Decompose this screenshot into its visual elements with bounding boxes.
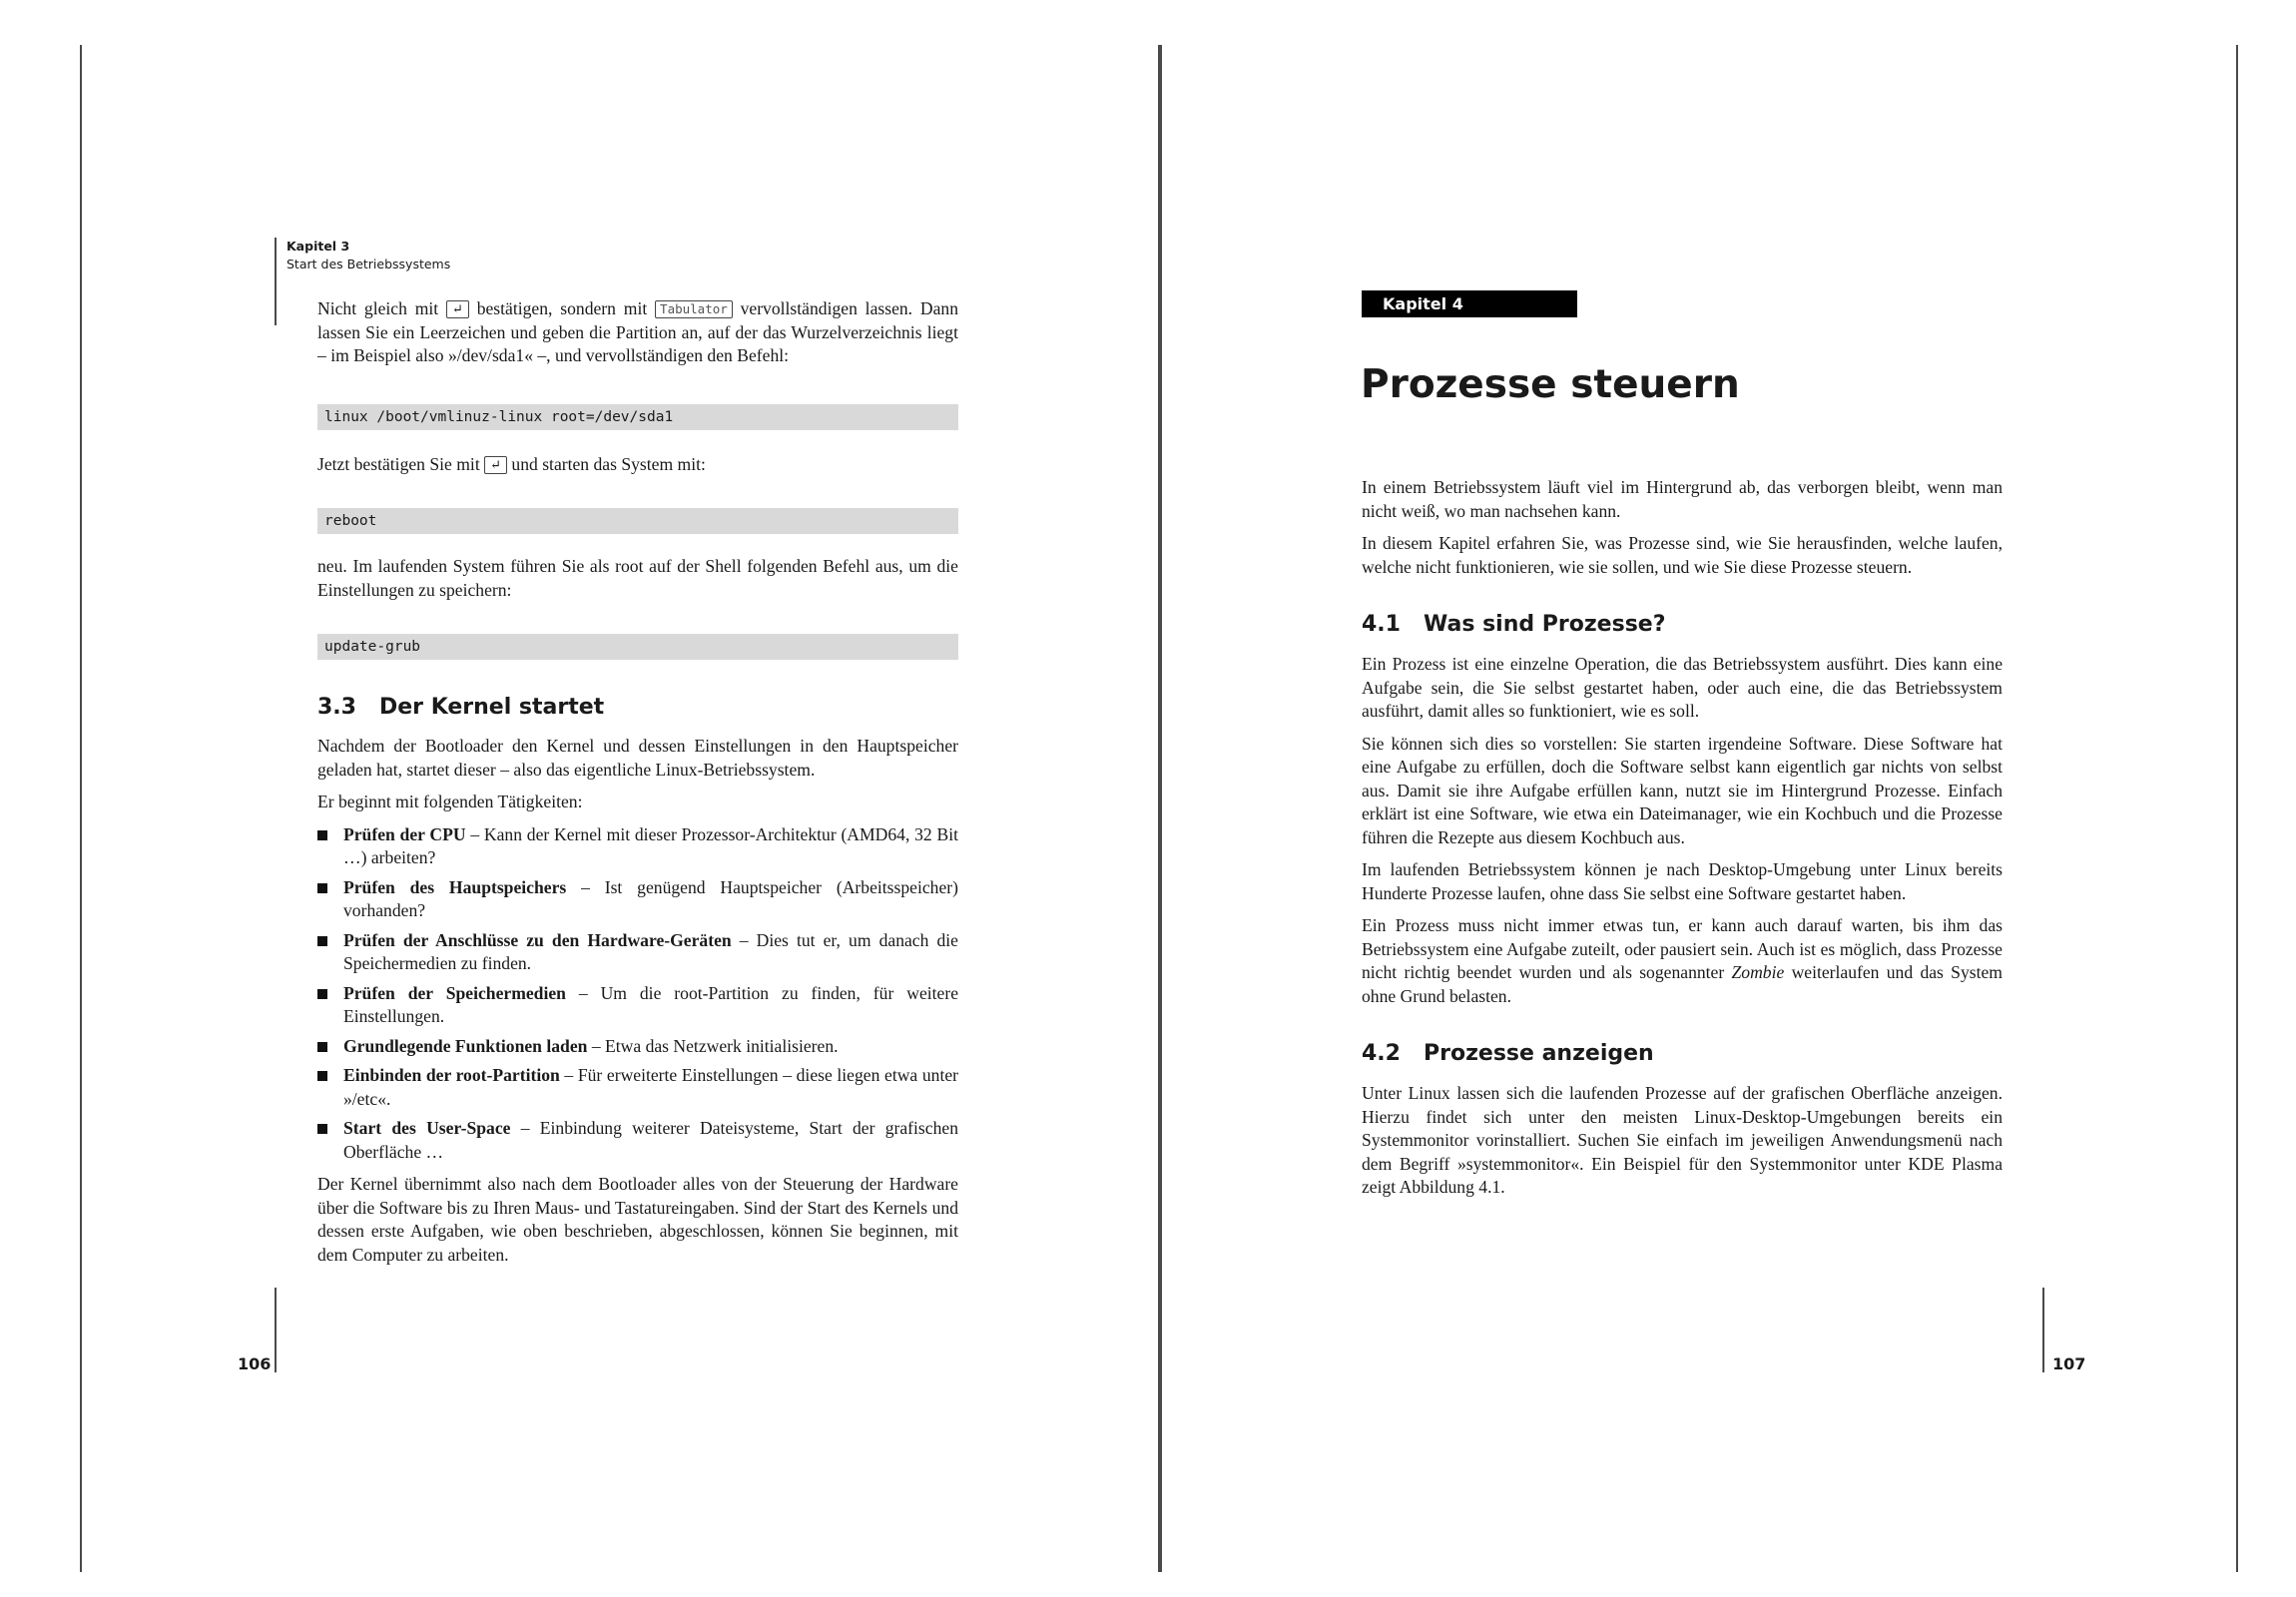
bullet-icon bbox=[317, 1042, 327, 1052]
list-item-text: – Ist genügend Hauptspeicher (Arbeitsspeicher) vorhanden? bbox=[343, 876, 958, 920]
paragraph: neu. Im laufenden System führen Sie als root auf der Shell folgenden Befehl aus, um die Einstellungen zu speichern: bbox=[317, 556, 958, 600]
paragraph: In diesem Kapitel erfahren Sie, was Prozesse sind, wie Sie herausfinden, welche laufen, welche nicht funktionieren, wie sie sollen, und wie Sie diese Prozesse steuern. bbox=[1362, 533, 2003, 577]
chapter-label: Kapitel 4 bbox=[1362, 290, 1577, 317]
text: vervollständigen lassen. Dann lassen Sie ein Leerzeichen und geben die Partition an, auf der das Wurzelverzeichnis liegt – im Beispiel also »/dev/sda1« –, und vervollständigen den Befehl: bbox=[317, 298, 958, 365]
section-title: Was sind Prozesse? bbox=[1424, 612, 1666, 637]
section-heading bbox=[1362, 1039, 2003, 1069]
list-item-text: – Einbindung weiterer Dateisysteme, Start der grafischen Oberfläche … bbox=[343, 1118, 958, 1162]
right-body bbox=[1362, 476, 2003, 1209]
paragraph bbox=[317, 453, 958, 477]
code-block: update-grub bbox=[317, 634, 958, 660]
bullet-icon bbox=[317, 936, 327, 946]
text: Jetzt bestätigen Sie mit bbox=[317, 453, 485, 474]
paragraph: Sie können sich dies so vorstellen: Sie starten irgendeine Software. Diese Software hat eine Aufgabe zu erfüllen, doch die Software selbst kann eigentlich gar nichts von selbst aus. Damit sie ihre Aufgabe erfüllen kann, nutzt sie im Hintergrund Prozesse. Einfach erklärt ist eine Software, wie etwa ein Dateimanager, wie ein Kochbuch und die Prozesse führen die Rezepte aus diesem Kochbuch aus. bbox=[1362, 733, 2003, 847]
bullet-icon bbox=[317, 989, 327, 999]
list-item-text: – Für erweiterte Einstellungen – diese liegen etwa unter »/etc«. bbox=[343, 1065, 958, 1109]
list-item-term: Einbinden der root-Partition bbox=[343, 1065, 560, 1085]
running-head-title: Start des Betriebssystems bbox=[287, 257, 451, 271]
running-head bbox=[287, 238, 450, 273]
code-block: reboot bbox=[317, 508, 958, 534]
list-item bbox=[317, 1035, 958, 1059]
paragraph: Der Kernel übernimmt also nach dem Bootloader alles von der Steuerung der Hardware über die Software bis zu Ihren Maus- und Tastatureingaben. Sind der Start des Kernels und dessen erste Aufgaben, wie oben beschrieben, abgeschlossen, können Sie beginnen, mit dem Computer zu arbeiten. bbox=[317, 1174, 958, 1265]
list-item-term: Start des User-Space bbox=[343, 1118, 511, 1138]
section-title: Prozesse anzeigen bbox=[1424, 1041, 1654, 1066]
paragraph: Er beginnt mit folgenden Tätigkeiten: bbox=[317, 792, 583, 811]
enter-key-icon: ↵ bbox=[484, 456, 507, 474]
paragraph: Unter Linux lassen sich die laufenden Prozesse auf der grafischen Oberfläche anzeigen. Hierzu findet sich unter den meisten Linux-Desktop-Umgebungen bereits ein Systemmonitor vorinstalliert. Suchen Sie einfach im jeweiligen Anwendungsmenü nach dem Begriff »systemmonitor«. Ein Beispiel für den Systemmonitor unter KDE Plasma zeigt Abbildung 4.1. bbox=[1362, 1083, 2003, 1197]
section-heading bbox=[317, 693, 958, 723]
list-item-text: – Um die root-Partition zu finden, für weitere Einstellungen. bbox=[343, 982, 959, 1026]
section-number: 3.3 bbox=[317, 695, 356, 720]
section-number: 4.1 bbox=[1362, 612, 1401, 637]
list-item bbox=[317, 982, 958, 1029]
paragraph bbox=[317, 297, 958, 368]
text: Ein Prozess muss nicht immer etwas tun, er kann auch darauf warten, bis ihm das Betriebssystem eine Aufgabe zuteilt, oder pausiert sein. Auch ist es möglich, dass Prozesse nicht richtig beendet wurden und als sogenannter bbox=[1362, 915, 2003, 982]
list-item-term: Grundlegende Funktionen laden bbox=[343, 1035, 588, 1056]
running-head-rule bbox=[275, 238, 277, 325]
bullet-icon bbox=[317, 1124, 327, 1134]
bullet-icon bbox=[317, 1071, 327, 1081]
section-number: 4.2 bbox=[1362, 1041, 1401, 1066]
footer-rule bbox=[275, 1288, 277, 1372]
text: weiterlaufen und das System ohne Grund belasten. bbox=[1362, 962, 2003, 1006]
right-outer-edge bbox=[2236, 45, 2238, 1572]
text: und starten das System mit: bbox=[507, 453, 706, 474]
list-item-term: Prüfen der Speichermedien bbox=[343, 982, 566, 1003]
list-item-term: Prüfen des Hauptspeichers bbox=[343, 876, 567, 897]
list-item bbox=[317, 929, 958, 976]
code-block: linux /boot/vmlinuz-linux root=/dev/sda1 bbox=[317, 404, 958, 430]
paragraph: Ein Prozess ist eine einzelne Operation, die das Betriebssystem ausführt. Dies kann eine Aufgabe sein, die Sie selbst gestartet haben, oder auch eine, die das Betriebssystem ausführt, damit alles so funktioniert, wie es soll. bbox=[1362, 654, 2003, 721]
paragraph: Im laufenden Betriebssystem können je nach Desktop-Umgebung unter Linux bereits Hunderte Prozesse laufen, ohne dass Sie selbst eine Software gestartet haben. bbox=[1362, 859, 2003, 903]
section-title: Der Kernel startet bbox=[379, 695, 605, 720]
spine bbox=[1158, 45, 1162, 1572]
footer-rule bbox=[2042, 1288, 2044, 1372]
section-heading bbox=[1362, 610, 2003, 640]
list-item-term: Prüfen der Anschlüsse zu den Hardware-Geräten bbox=[343, 929, 732, 950]
text: bestätigen, sondern mit bbox=[468, 298, 656, 318]
list-item-text: – Etwa das Netzwerk initialisieren. bbox=[587, 1035, 839, 1056]
paragraph: In einem Betriebssystem läuft viel im Hintergrund ab, das verborgen bleibt, wenn man nicht weiß, wo man nachsehen kann. bbox=[1362, 477, 2003, 521]
running-head-chapter: Kapitel 3 bbox=[287, 239, 350, 254]
list-item bbox=[317, 823, 958, 870]
list-item-term: Prüfen der CPU bbox=[343, 823, 466, 844]
list-item bbox=[317, 876, 958, 923]
left-body bbox=[317, 297, 958, 1276]
bullet-icon bbox=[317, 830, 327, 840]
text: Nicht gleich mit bbox=[317, 298, 446, 318]
left-outer-edge bbox=[80, 45, 82, 1572]
bullet-icon bbox=[317, 883, 327, 893]
page-number: 107 bbox=[2052, 1354, 2086, 1373]
page-number: 106 bbox=[238, 1354, 272, 1373]
paragraph bbox=[1362, 914, 2003, 1008]
list-item bbox=[317, 1064, 958, 1111]
tab-key-icon: Tabulator bbox=[655, 300, 733, 318]
emphasis: Zombie bbox=[1731, 962, 1785, 982]
enter-key-icon: ↵ bbox=[446, 300, 469, 318]
chapter-title: Prozesse steuern bbox=[1361, 362, 1740, 407]
list-item bbox=[317, 1117, 958, 1164]
list-item-text: – Kann der Kernel mit dieser Prozessor-Architektur (AMD64, 32 Bit …) arbeiten? bbox=[343, 823, 958, 867]
list-item-text: – Dies tut er, um danach die Speichermedien zu finden. bbox=[343, 929, 958, 973]
paragraph: Nachdem der Bootloader den Kernel und dessen Einstellungen in den Hauptspeicher geladen hat, startet dieser – also das eigentliche Linux-Betriebssystem. bbox=[317, 736, 958, 780]
bullet-list bbox=[317, 823, 958, 1165]
